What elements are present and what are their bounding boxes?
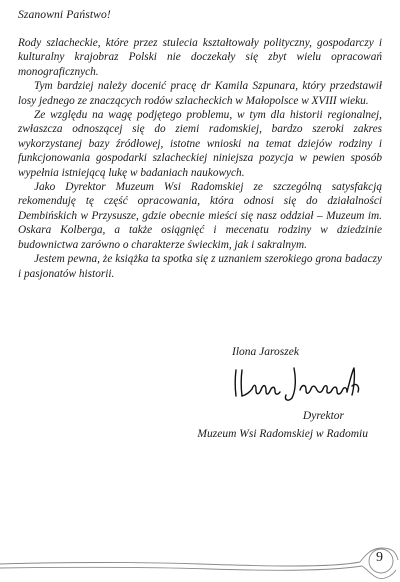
page-number: 9 xyxy=(376,550,383,565)
signatory-role: Dyrektor xyxy=(302,410,344,422)
signatory-name: Ilona Jaroszek xyxy=(232,346,299,358)
letter-body xyxy=(18,36,382,281)
paragraph: Rody szlacheckie, które przez stulecia kształtowały polityczny, gospodarczy i kulturalny krajobraz Polski nie doczekały się zbyt wielu opracowań monograficznych. xyxy=(18,37,382,78)
paragraph: Jestem pewna, że książka ta spotka się z uznaniem szerokiego grona badaczy i pasjonatów historii. xyxy=(18,253,382,280)
signatory-organization: Muzeum Wsi Radomskiej w Radomiu xyxy=(197,428,368,440)
footer-ornament xyxy=(0,540,400,582)
salutation: Szanowni Państwo! xyxy=(18,8,111,21)
handwritten-signature xyxy=(226,362,366,404)
paragraph: Tym bardziej należy docenić pracę dr Kamila Szpunara, który przedstawił losy jednego ze znaczących rodów szlacheckich w Małopolsce w XVIII wieku. xyxy=(18,80,382,107)
paragraph: Ze względu na wagę podjętego problemu, w tym dla historii regionalnej, zwłaszcza odnoszącej się do ziemi radomskiej, bardzo szeroki zakres wykorzystanej bazy źródłowej, istotne wnioski na temat dziejów rodziny i funkcjonowania gospodarki szlacheckiej niniejsza pozycja w pewien sposób wypełnia istniejącą lukę w badaniach naukowych. xyxy=(18,109,382,179)
paragraph: Jako Dyrektor Muzeum Wsi Radomskiej ze szczególną satysfakcją rekomenduję tę część opracowania, która odnosi się do działalności Dembińskich w Przysusze, gdzie obecnie mieści się nasz oddział – Muzeum im. Oskara Kolberga, a także osiągnięć i mecenatu rodziny w dziedzinie budownictwa zarówno o charakterze świeckim, jak i sakralnym. xyxy=(18,181,382,251)
